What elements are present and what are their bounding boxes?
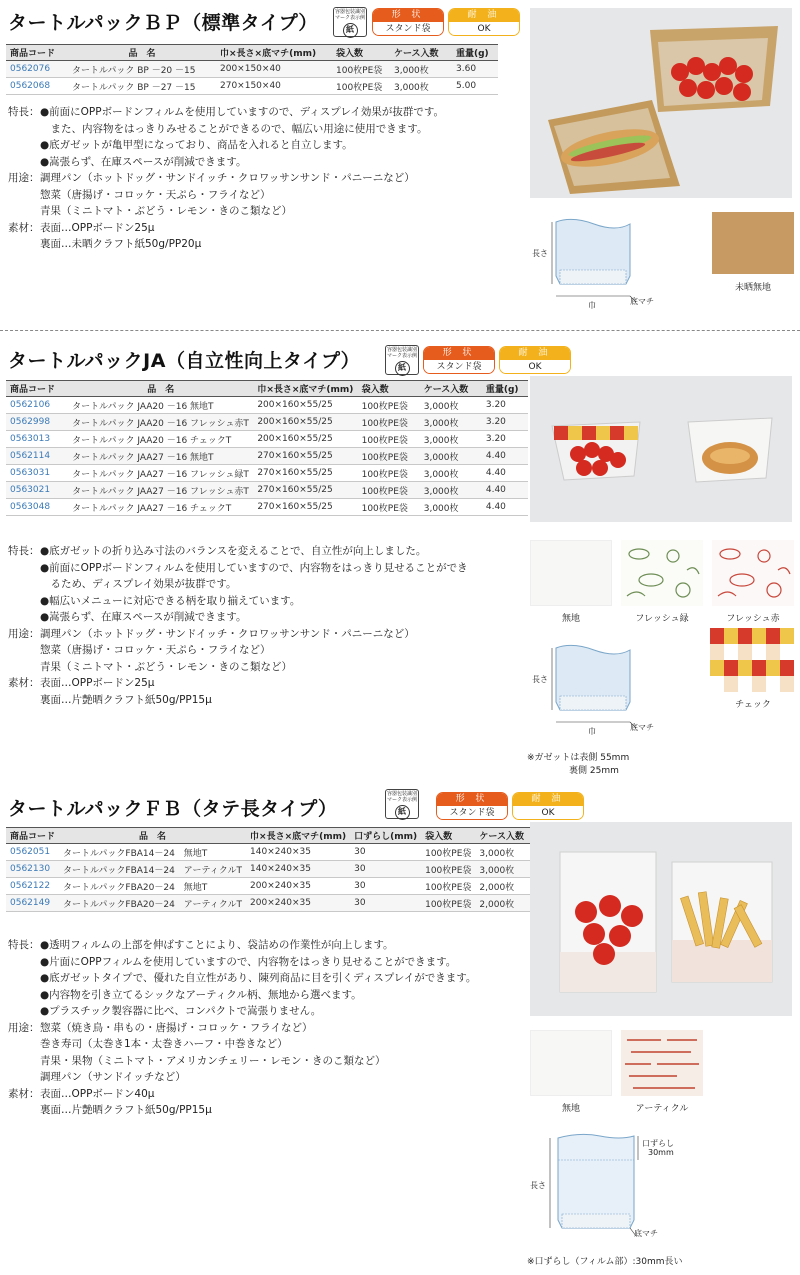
cell-case: 2,000枚 xyxy=(475,878,528,895)
feature-line: るため、ディスプレイ効果が抜群です。 xyxy=(40,578,237,590)
col-name: 品 名 xyxy=(68,381,253,397)
oil-badge xyxy=(512,792,584,820)
feature-label: 特長： xyxy=(8,106,40,118)
shape-badge xyxy=(436,792,508,820)
plain-swatch xyxy=(530,1030,612,1096)
cell-name: タートルパックFBA14－24 アーティクルT xyxy=(59,861,246,878)
slip-label: 口ずらし xyxy=(642,1139,674,1148)
use-label: 用途： xyxy=(8,627,40,640)
use-line: 惣菜（唐揚げ・コロッケ・天ぷら・フライなど） xyxy=(40,644,271,656)
cell-pack: 100枚PE袋 xyxy=(421,895,475,912)
cell-code: 0563048 xyxy=(6,499,68,516)
col-weight: 重量(g) xyxy=(482,381,528,397)
col-weight: 重量(g) xyxy=(452,45,498,61)
shape-badge-label: 形 状 xyxy=(437,793,507,806)
col-pack: 袋入数 xyxy=(358,381,420,397)
cell-case: 3,000枚 xyxy=(420,465,482,482)
shape-badge-label: 形 状 xyxy=(373,9,443,22)
cell-code: 0562149 xyxy=(6,895,59,912)
swatch-caption: 無地 xyxy=(561,1104,580,1114)
fb-table-body xyxy=(6,844,569,912)
shape-badge-value: スタンド袋 xyxy=(373,22,443,36)
table-header-row xyxy=(6,45,498,61)
cell-size: 140×240×35 xyxy=(246,861,350,878)
table-row xyxy=(6,844,569,861)
cell-weight: 3.20 xyxy=(482,397,528,414)
length-label: 長さ xyxy=(532,249,548,258)
oil-badge-label: 耐 油 xyxy=(500,347,570,360)
table-header-row xyxy=(6,828,569,844)
cell-pack: 100枚PE袋 xyxy=(332,61,390,78)
cell-name: タートルパック JAA27 －16 フレッシュ赤T xyxy=(68,482,253,499)
table-header-row xyxy=(6,381,528,397)
col-name: 品 名 xyxy=(59,828,246,844)
table-row xyxy=(6,431,528,448)
use-line: 巻き寿司（太巻き1本・太巻きハーフ・中巻きなど） xyxy=(40,1038,288,1050)
article-swatch xyxy=(621,1030,703,1096)
cell-code: 0563013 xyxy=(6,431,68,448)
cell-size: 200×150×40 xyxy=(216,61,332,78)
table-row xyxy=(6,895,569,912)
cell-code: 0562130 xyxy=(6,861,59,878)
cell-code: 0562106 xyxy=(6,397,68,414)
cell-code: 0563021 xyxy=(6,482,68,499)
feature-line: ●底ガゼットタイプで、優れた自立性があり、陳列商品に目を引くディスプレイができます。 xyxy=(40,972,477,984)
cell-code: 0562076 xyxy=(6,61,68,78)
cell-case: 3,000枚 xyxy=(390,78,452,95)
feature-line: ●片面にOPPフィルムを使用していますので、内容物をはっきり見せることができます。 xyxy=(40,955,457,968)
cell-code: 0562068 xyxy=(6,78,68,95)
table-row xyxy=(6,397,528,414)
feature-line: ●底ガゼットの折り込み寸法のバランスを変えることで、自立性が向上しました。 xyxy=(40,545,427,557)
cell-weight: 3.20 xyxy=(482,431,528,448)
cell-name: タートルパック JAA27 －16 チェックT xyxy=(68,499,253,516)
cell-code: 0562122 xyxy=(6,878,59,895)
use-line: 調理パン（ホットドッグ・サンドイッチ・クロワッサンサンド・パニーニなど） xyxy=(40,172,415,184)
paper-recycle-mark xyxy=(385,789,419,819)
divider xyxy=(0,330,800,331)
table-row xyxy=(6,861,569,878)
cell-pack: 100枚PE袋 xyxy=(421,861,475,878)
cell-weight: 3.20 xyxy=(482,414,528,431)
width-label: 巾 xyxy=(588,727,596,736)
kraft-swatch xyxy=(712,212,794,274)
swatch-caption: 無地 xyxy=(561,614,580,624)
oil-badge-value: OK xyxy=(513,806,583,820)
feature-line: ●内容物を引き立てるシックなアーティクル柄、無地から選べます。 xyxy=(40,988,362,1001)
cell-size: 200×240×35 xyxy=(246,895,350,912)
paper-recycle-mark xyxy=(385,345,419,375)
cell-case: 3,000枚 xyxy=(420,499,482,516)
feature-line: ●前面にOPPボードンフィルムを使用していますので、ディスプレイ効果が抜群です。 xyxy=(40,106,444,118)
cell-code: 0562114 xyxy=(6,448,68,465)
cell-size: 200×160×55/25 xyxy=(253,414,357,431)
cell-name: タートルパックFBA20－24 アーティクルT xyxy=(59,895,246,912)
bp-spec-table xyxy=(6,44,498,95)
shape-badge xyxy=(423,346,495,374)
table-row xyxy=(6,448,528,465)
table-row xyxy=(6,878,569,895)
material-line: 裏面…片艶晒クラフト紙50g/PP15μ xyxy=(40,693,212,706)
paper-icon: 紙 xyxy=(343,23,358,38)
feature-line: ●底ガゼットが亀甲型になっており、商品を入れると自立します。 xyxy=(40,139,353,151)
material-line: 裏面…未晒クラフト紙50g/PP20μ xyxy=(40,238,202,250)
gusset-label: 底マチ xyxy=(630,723,654,732)
cell-weight: 4.40 xyxy=(482,482,528,499)
use-line: 青果・果物（ミニトマト・アメリカンチェリー・レモン・きのこ類など） xyxy=(40,1054,386,1067)
bp-product-photo xyxy=(530,8,792,198)
paper-icon: 紙 xyxy=(395,805,410,820)
table-row xyxy=(6,414,528,431)
shape-badge-value: スタンド袋 xyxy=(424,360,494,374)
cell-name: タートルパック BP －20 －15 xyxy=(68,61,216,78)
cell-size: 200×240×35 xyxy=(246,878,350,895)
cell-weight: 5.00 xyxy=(452,78,498,95)
cell-code: 0562998 xyxy=(6,414,68,431)
cell-pack: 100枚PE袋 xyxy=(421,878,475,895)
use-line: 青果（ミニトマト・ぶどう・レモン・きのこ類など） xyxy=(40,205,292,217)
cell-name: タートルパック JAA20 －16 フレッシュ赤T xyxy=(68,414,253,431)
cell-pack: 100枚PE袋 xyxy=(332,78,390,95)
cell-code: 0563031 xyxy=(6,465,68,482)
material-line: 表面…OPPボードン40μ xyxy=(40,1087,155,1100)
cell-case: 3,000枚 xyxy=(420,431,482,448)
feature-line: また、内容物をはっきりみせることができるので、幅広い用途に使用できます。 xyxy=(40,122,428,135)
material-label: 素材： xyxy=(8,677,40,689)
feature-line: ●嵩張らず、在庫スペースが削減できます。 xyxy=(40,611,247,623)
swatch-caption: アーティクル xyxy=(635,1104,689,1114)
bp-title: タートルパックＢＰ（標準タイプ） xyxy=(8,12,318,34)
feature-label: 特長： xyxy=(8,545,40,557)
cell-pack: 100枚PE袋 xyxy=(358,397,420,414)
col-case: ケース入数 xyxy=(475,828,528,844)
use-label: 用途： xyxy=(8,172,40,184)
cell-name: タートルパック JAA27 －16 無地T xyxy=(68,448,253,465)
feature-line: ●幅広いメニューに対応できる柄を取り揃えています。 xyxy=(40,594,301,607)
col-pack: 袋入数 xyxy=(421,828,475,844)
cell-weight: 3.60 xyxy=(452,61,498,78)
gusset-label: 底マチ xyxy=(634,1229,658,1238)
cell-size: 200×160×55/25 xyxy=(253,397,357,414)
cell-case: 2,000枚 xyxy=(475,895,528,912)
feature-line: ●前面にOPPボードンフィルムを使用していますので、内容物をはっきり見せることができ xyxy=(40,561,468,574)
table-row xyxy=(6,61,498,78)
fb-title: タートルパックＦＢ（タテ長タイプ） xyxy=(8,798,338,820)
oil-badge xyxy=(448,8,520,36)
cell-weight: 4.40 xyxy=(482,499,528,516)
col-code: 商品コード xyxy=(6,381,68,397)
cell-weight: 4.40 xyxy=(482,465,528,482)
mark-caption: 容器包装識別マーク表示例 xyxy=(386,791,417,803)
cell-case: 3,000枚 xyxy=(420,397,482,414)
fb-description xyxy=(8,937,476,1119)
use-line: 調理パン（サンドイッチなど） xyxy=(40,1071,186,1083)
ja-product-photo xyxy=(530,376,792,522)
gusset-note-front: ※ガゼットは表側 55mm xyxy=(527,753,630,763)
use-label: 用途： xyxy=(8,1021,40,1034)
cell-name: タートルパックFBA14－24 無地T xyxy=(59,844,246,861)
col-size: 巾×長さ×底マチ(mm) xyxy=(246,828,350,844)
cell-slip: 30 xyxy=(350,895,421,912)
oil-badge xyxy=(499,346,571,374)
cell-case: 3,000枚 xyxy=(475,861,528,878)
gusset-label: 底マチ xyxy=(630,297,654,306)
oil-badge-value: OK xyxy=(500,360,570,374)
cell-code: 0562051 xyxy=(6,844,59,861)
length-label: 長さ xyxy=(530,1181,546,1190)
plain-swatch xyxy=(530,540,612,606)
cell-case: 3,000枚 xyxy=(420,482,482,499)
cell-size: 270×160×55/25 xyxy=(253,499,357,516)
col-size: 巾×長さ×底マチ(mm) xyxy=(216,45,332,61)
cell-name: タートルパックFBA20－24 無地T xyxy=(59,878,246,895)
shape-badge-value: スタンド袋 xyxy=(437,806,507,820)
feature-line: ●プラスチック製容器に比べ、コンパクトで嵩張りません。 xyxy=(40,1005,322,1017)
material-label: 素材： xyxy=(8,1087,40,1100)
cell-pack: 100枚PE袋 xyxy=(358,431,420,448)
mark-caption: 容器包装識別マーク表示例 xyxy=(386,347,417,359)
ja-description xyxy=(8,543,468,708)
check-swatch xyxy=(710,628,794,692)
cell-name: タートルパック BP －27 －15 xyxy=(68,78,216,95)
ja-spec-table xyxy=(6,380,528,516)
cell-size: 270×150×40 xyxy=(216,78,332,95)
cell-weight: 4.40 xyxy=(482,448,528,465)
table-row xyxy=(6,482,528,499)
gusset-note xyxy=(527,752,629,778)
cell-pack: 100枚PE袋 xyxy=(358,482,420,499)
cell-name: タートルパック JAA20 －16 無地T xyxy=(68,397,253,414)
cell-size: 200×160×55/25 xyxy=(253,431,357,448)
material-line: 裏面…片艶晒クラフト紙50g/PP15μ xyxy=(40,1104,212,1116)
use-line: 青果（ミニトマト・ぶどう・レモン・きのこ類など） xyxy=(40,660,292,673)
swatch-caption: チェック xyxy=(735,700,771,710)
shape-badge-label: 形 状 xyxy=(424,347,494,360)
cell-size: 140×240×35 xyxy=(246,844,350,861)
cell-pack: 100枚PE袋 xyxy=(358,465,420,482)
mark-caption: 容器包装識別マーク表示例 xyxy=(334,9,365,21)
material-line: 表面…OPPボードン25μ xyxy=(40,677,155,689)
cell-slip: 30 xyxy=(350,844,421,861)
table-row xyxy=(6,499,528,516)
cell-slip: 30 xyxy=(350,861,421,878)
col-slip: 口ずらし(mm) xyxy=(350,828,421,844)
length-label: 長さ xyxy=(532,675,548,684)
fresh-green-swatch xyxy=(621,540,703,606)
use-line: 惣菜（焼き鳥・串もの・唐揚げ・コロッケ・フライなど） xyxy=(40,1021,313,1034)
cell-pack: 100枚PE袋 xyxy=(421,844,475,861)
cell-pack: 100枚PE袋 xyxy=(358,414,420,431)
gusset-note-back: 裏側 25mm xyxy=(569,766,619,776)
fb-product-photo xyxy=(530,822,792,1016)
use-line: 調理パン（ホットドッグ・サンドイッチ・クロワッサンサンド・パニーニなど） xyxy=(40,627,415,640)
material-line: 表面…OPPボードン25μ xyxy=(40,221,155,234)
ja-table-body xyxy=(6,397,528,516)
slip-value: 30mm xyxy=(648,1148,674,1157)
table-row xyxy=(6,78,498,95)
col-case: ケース入数 xyxy=(390,45,452,61)
oil-badge-value: OK xyxy=(449,22,519,36)
oil-badge-label: 耐 油 xyxy=(513,793,583,806)
use-line: 惣菜（唐揚げ・コロッケ・天ぷら・フライなど） xyxy=(40,188,271,201)
cell-case: 3,000枚 xyxy=(420,414,482,431)
cell-case: 3,000枚 xyxy=(390,61,452,78)
paper-recycle-mark xyxy=(333,7,367,37)
feature-line: ●嵩張らず、在庫スペースが削減できます。 xyxy=(40,155,247,168)
fresh-red-swatch xyxy=(712,540,794,606)
oil-badge-label: 耐 油 xyxy=(449,9,519,22)
slip-note: ※口ずらし（フィルム部）:30mm長い xyxy=(527,1257,683,1267)
swatch-caption: フレッシュ緑 xyxy=(635,614,689,624)
kraft-swatch-caption: 未晒無地 xyxy=(734,283,771,293)
cell-name: タートルパック JAA27 －16 フレッシュ緑T xyxy=(68,465,253,482)
material-label: 素材： xyxy=(8,221,40,234)
shape-badge xyxy=(372,8,444,36)
paper-icon: 紙 xyxy=(395,361,410,376)
fb-spec-table xyxy=(6,827,569,912)
cell-name: タートルパック JAA20 －16 チェックT xyxy=(68,431,253,448)
cell-case: 3,000枚 xyxy=(420,448,482,465)
cell-size: 270×160×55/25 xyxy=(253,465,357,482)
cell-size: 270×160×55/25 xyxy=(253,448,357,465)
swatch-caption: フレッシュ赤 xyxy=(726,614,780,624)
col-name: 品 名 xyxy=(68,45,216,61)
cell-size: 270×160×55/25 xyxy=(253,482,357,499)
feature-label: 特長： xyxy=(8,939,40,951)
width-label: 巾 xyxy=(588,301,596,310)
col-case: ケース入数 xyxy=(420,381,482,397)
table-row xyxy=(6,465,528,482)
col-pack: 袋入数 xyxy=(332,45,390,61)
bp-description xyxy=(8,104,444,253)
col-code: 商品コード xyxy=(6,828,59,844)
ja-title: タートルパックJA（自立性向上タイプ） xyxy=(8,350,361,372)
col-code: 商品コード xyxy=(6,45,68,61)
cell-pack: 100枚PE袋 xyxy=(358,499,420,516)
cell-slip: 30 xyxy=(350,878,421,895)
cell-pack: 100枚PE袋 xyxy=(358,448,420,465)
cell-case: 3,000枚 xyxy=(475,844,528,861)
feature-line: ●透明フィルムの上部を伸ばすことにより、袋詰めの作業性が向上します。 xyxy=(40,939,394,951)
col-size: 巾×長さ×底マチ(mm) xyxy=(253,381,357,397)
